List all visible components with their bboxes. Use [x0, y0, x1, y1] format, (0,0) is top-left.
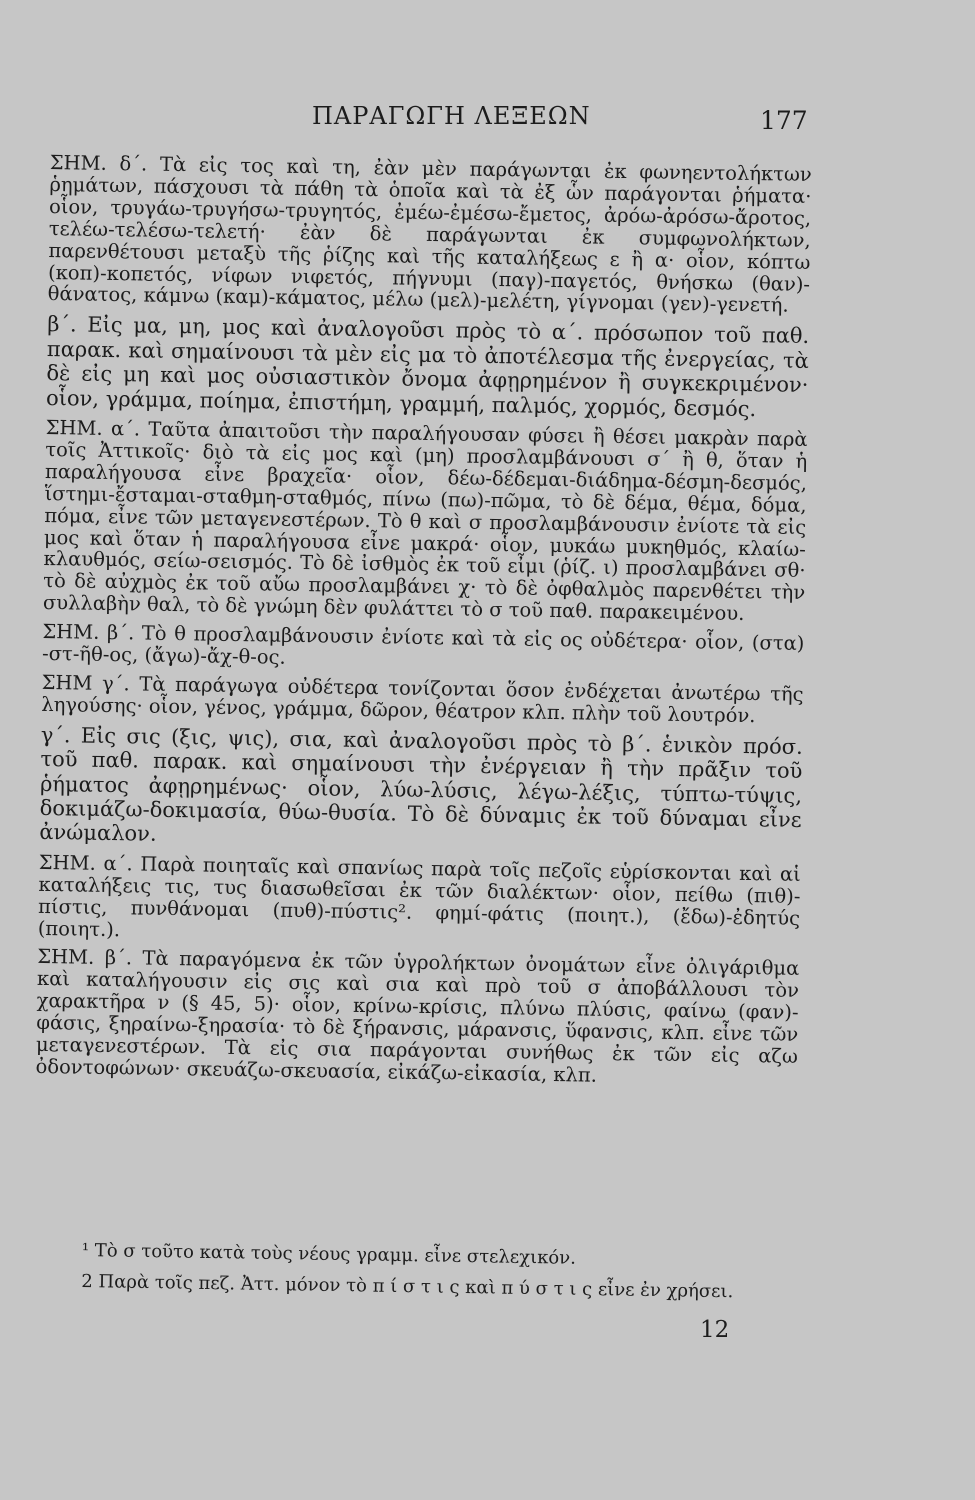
body-text: [35, 152, 811, 1090]
footnotes: [81, 1240, 812, 1313]
paragraph-note-gamma: ΣΗΜ γ΄. Τὰ παράγωγα οὐδέτερα τονίζονται ὅσον ἐνδέχεται ἀνωτέρω τῆς ληγούσης· οἷον, γένος, γράμμα, δῶρον, θέατρον κλπ. πλὴν τοῦ λουτρόν.: [41, 670, 804, 727]
paragraph-note-delta: ΣΗΜ. δ΄. Τὰ εἰς τος καὶ τη, ἐὰν μὲν παράγωνται ἐκ φωνηεντολήκτων ῥημάτων, πάσχουσι τὰ πάθη τὰ ὁποῖα καὶ τὰ ἐξ ὧν παράγονται ῥήματα· οἷον, τρυγάω-τρυγήσω-τρυγητός, ἐμέω-ἐμέσω-ἔμετος, ἀρόω-ἀρόσω-ἄροτος, τελέω-τελέσω-τελετή· ἐὰν δὲ παράγωνται ἐκ συμφωνολήκτων, παρενθέτουσι μεταξὺ τῆς ῥίζης καὶ τῆς καταλήξεως ε ἢ α· οἷον, κόπτω (κοπ)-κοπετός, νίφων νιφετός, πήγνυμι (παγ)-παγετός, θνήσκω (θαν)-θάνατος, κάμνω (καμ)-κάματος, μέλω (μελ)-μελέτη, γίγνομαι (γεν)-γενετή.: [47, 151, 812, 318]
paragraph-section-gamma: γ΄. Εἰς σις (ξις, ψις), σια, καὶ ἀναλογοῦσι πρὸς τὸ β΄. ἑνικὸν πρόσ. τοῦ παθ. παρακ. καὶ σημαίνουσι τὴν ἐνέργειαν ἢ τὴν πρᾶξιν τοῦ ῥήματος ἀφῃρημένως· οἷον, λύω-λύσις, λέγω-λέξις, τύπτω-τύψις, δοκιμάζω-δοκιμασία, θύω-θυσία. Τὸ δὲ δύναμις ἐκ τοῦ δύναμαι εἶνε ἀνώμαλον.: [39, 722, 803, 847]
footnote-2: 2 Παρὰ τοῖς πεζ. Ἀττ. μόνον τὸ π ί σ τ ι ς καὶ π ύ σ τ ι ς εἶνε ἐν χρήσει.: [81, 1270, 734, 1303]
signature-mark: 12: [700, 1317, 730, 1343]
paragraph-note-beta: ΣΗΜ. β΄. Τὸ θ προσλαμβάνουσιν ἐνίοτε καὶ τὰ εἰς ος οὐδέτερα· οἷον, (στα) -στ-ῆθ-ος, (ἄγω)-ἄχ-θ-ος.: [41, 620, 805, 669]
paragraph-note-alpha: ΣΗΜ. α΄. Ταῦτα ἀπαιτοῦσι τὴν παραλήγουσαν φύσει ἢ θέσει μακρὰν παρὰ τοῖς Ἀττικοῖς· διὸ τὰ εἰς μος καὶ (μη) προσλαμβάνουσι σ΄ ἢ θ, ὅταν ἡ παραλήγουσα εἶνε βραχεῖα· οἷον, δέω-δέδεμαι-διάδημα-δέσμη-δεσμός, ἵστημι-ἔσταμαι-σταθμη-σταθμός, πίνω (πω)-πῶμα, τὸ δὲ δέμα, θέμα, δόμα, πόμα, εἶνε τῶν μεταγενεστέρων. Τὸ θ καὶ σ προσλαμβάνουσιν ἐνίοτε τὰ εἰς μος καὶ ὅταν ἡ παραλήγουσα εἶνε μακρά· οἷον, μυκάω μυκηθμός, κλαίω-κλαυθμός, σείω-σεισμός. Τὸ δὲ ἰσθμὸς ἐκ τοῦ εἶμι (ῥίζ. ι) προσλαμβάνει σθ· τὸ δὲ αὐχμὸς ἐκ τοῦ αὔω προσλαμβάνει χ· τὸ δὲ ὀφθαλμὸς παρενθέτει τὴν συλλαβὴν θαλ, τὸ δὲ γνώμη δὲν φυλάττει τὸ σ τοῦ παθ. παρακειμένου.: [42, 415, 808, 626]
paragraph-note-beta-2: ΣΗΜ. β΄. Τὰ παραγόμενα ἐκ τῶν ὑγρολήκτων ὀνομάτων εἶνε ὀλιγάριθμα καὶ καταλήγουσιν εἰς σις καὶ σια καὶ πρὸ τοῦ σ ἀποβάλλουσι τὸν χαρακτῆρα ν (§ 45, 5)· οἷον, κρίνω-κρίσις, πλύνω πλύσις, φαίνω (φαν)-φάσις, ξηραίνω-ξηρασία· τὸ δὲ ξήρανσις, μάρανσις, ὕφανσις, κλπ. εἶνε τῶν μεταγενεστέρων. Τὰ εἰς σια παράγονται συνήθως ἐκ τῶν εἰς αζω ὀδοντοφώνων· σκευάζω-σκευασία, εἰκάζω-εἰκασία, κλπ.: [35, 945, 800, 1087]
footnote-1: ¹ Τὸ σ τοῦτο κατὰ τοὺς νέους γραμμ. εἶνε στελεχικόν.: [81, 1240, 577, 1269]
page-title: ΠΑΡΑΓΩΓΗ ΛΕΞΕΩΝ: [312, 102, 591, 130]
page-number: 177: [760, 106, 808, 135]
paragraph-section-beta: β΄. Εἰς μα, μη, μος καὶ ἀναλογοῦσι πρὸς τὸ α΄. πρόσωπον τοῦ παθ. παρακ. καὶ σημαίνουσι τὰ μὲν εἰς μα τὸ ἀποτέλεσμα τῆς ἐνεργείας, τὰ δὲ εἰς μη καὶ μος οὐσιαστικὸν ὄνομα ἀφῃρημένον ἢ συγκεκριμένον· οἷον, γράμμα, ποίημα, ἐπιστήμη, γραμμή, παλμός, χορμός, δεσμός.: [45, 312, 810, 421]
paragraph-note-alpha-2: ΣΗΜ. α΄. Παρὰ ποιηταῖς καὶ σπανίως παρὰ τοῖς πεζοῖς εὑρίσκονται καὶ αἱ καταλήξεις τις, τυς διασωθεῖσαι ἐκ τῶν διαλέκτων· οἷον, πείθω (πιθ)-πίστις, πυνθάνομαι (πυθ)-πύστις². φημί-φάτις (ποιητ.), (ἔδω)-ἐδητύς (ποιητ.).: [37, 850, 801, 941]
